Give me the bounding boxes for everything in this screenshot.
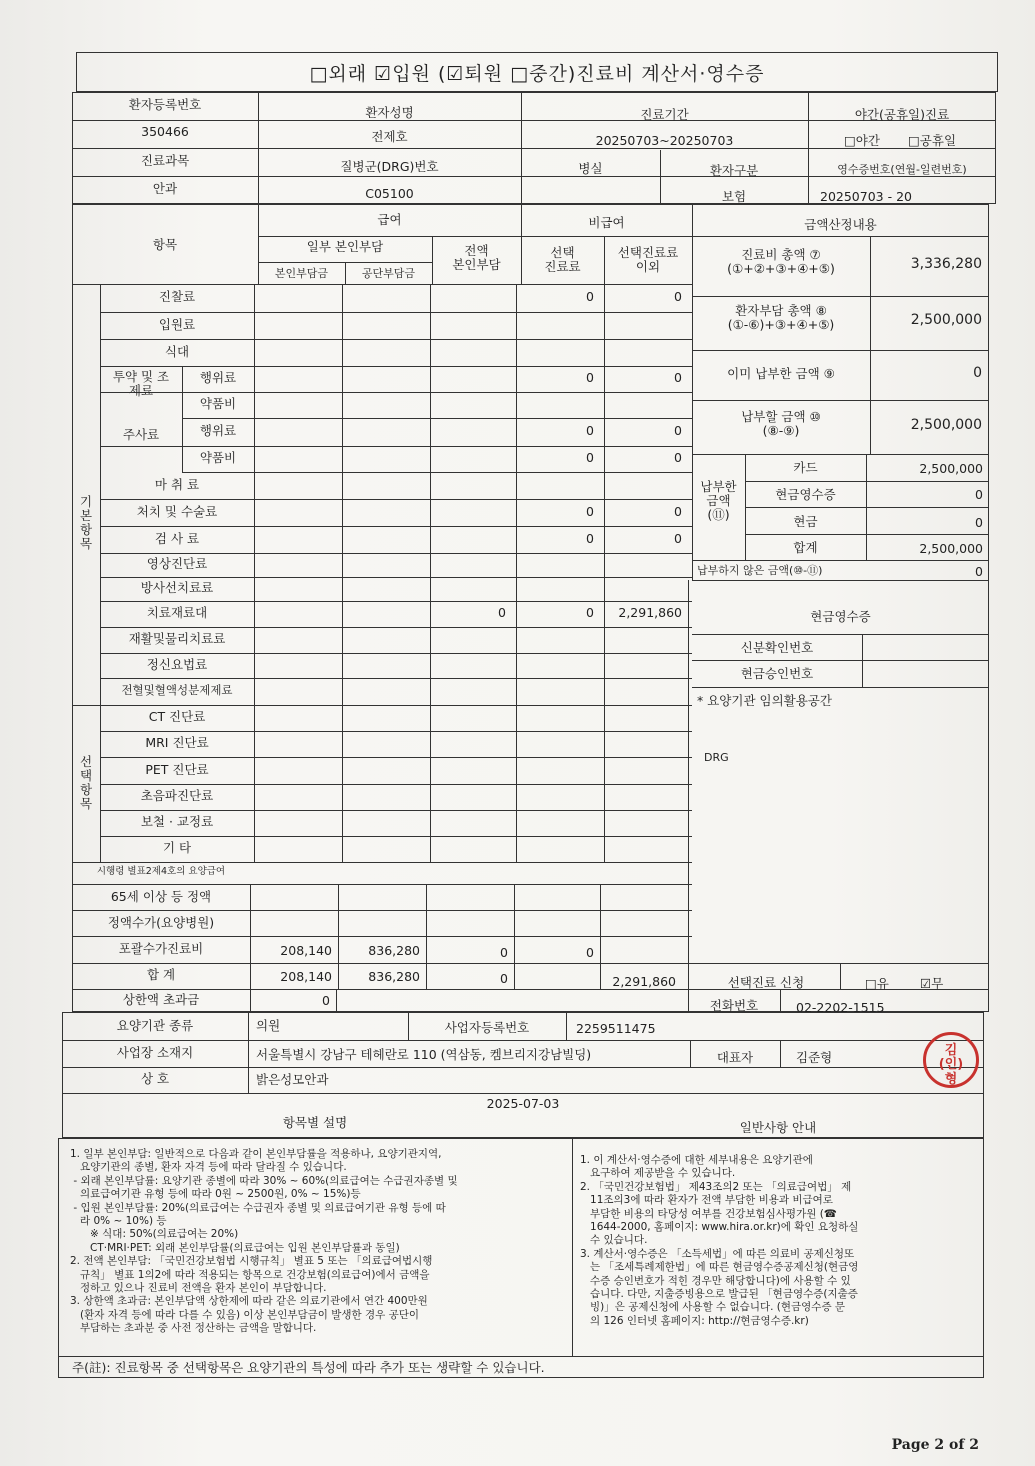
total-label: 합 계 bbox=[146, 967, 176, 982]
calc-patient-label: 환자부담 총액 ⑧ (①-⑥)+③+④+⑤) bbox=[727, 303, 835, 333]
card-value: 2,500,000 bbox=[919, 461, 983, 476]
rep-label: 대표자 bbox=[716, 1050, 754, 1065]
col-otherfee: 선택진료료 이외 bbox=[617, 245, 679, 275]
ptype: 보험 bbox=[721, 189, 747, 204]
col-partial: 일부 본인부담 bbox=[306, 239, 384, 254]
row-label: 보철 · 교정료 bbox=[140, 814, 214, 829]
row-label: 초음파진단료 bbox=[140, 788, 214, 803]
bundle-sel: 0 bbox=[586, 945, 594, 960]
select-no-checkbox[interactable]: ☑무 bbox=[920, 976, 944, 991]
rep: 김준형 bbox=[796, 1050, 833, 1065]
cash-label: 현금 bbox=[793, 514, 818, 529]
card-label: 카드 bbox=[793, 460, 818, 475]
group-select: 선 택 항 목 bbox=[79, 754, 93, 811]
cap-label: 상한액 초과금 bbox=[122, 992, 200, 1007]
bundle-self: 208,140 bbox=[280, 943, 332, 958]
page-number: Page 2 of 2 bbox=[891, 1437, 979, 1453]
patient-no-label: 환자등록번호 bbox=[128, 97, 202, 112]
select-label: 선택진료 신청 bbox=[727, 975, 805, 990]
page-title: □외래 ☑입원 (☑퇴원 □중간)진료비 계산서·영수증 bbox=[309, 63, 765, 85]
period: 20250703~20250703 bbox=[595, 133, 734, 148]
receipt-no-label: 영수증번호(연월-일련번호) bbox=[837, 163, 967, 176]
special-note-row: 시행령 별표2제4호의 요양급여 bbox=[96, 866, 226, 877]
row-label: 식대 bbox=[164, 344, 190, 359]
row-label: 전혈및혈액성분제제료 bbox=[121, 683, 233, 697]
col-noncovered: 비급여 bbox=[588, 215, 625, 230]
seal-stamp: 김 (인) 형 bbox=[923, 1032, 979, 1088]
addr-label: 사업장 소재지 bbox=[116, 1045, 194, 1060]
free-space-label: * 요양기관 임의활용공간 bbox=[697, 693, 832, 708]
row-cell: 0 bbox=[586, 289, 594, 304]
general-title: 일반사항 안내 bbox=[739, 1120, 817, 1135]
cash-value: 0 bbox=[975, 515, 983, 530]
row-label: 약품비 bbox=[199, 450, 237, 465]
general-text: 1. 이 계산서·영수증에 대한 세부내용은 요양기관에 요구하여 제공받을 수 있습니다. 2. 「국민건강보험법」 제43조의2 또는 「의료급여법」 제 11조의3에 따라 환자가 전액 부담한 비용과 비급여로 부담한 비용의 타당성 여부를 건강보험심사평가원 (☎ 1644-2000, 홈페이지: www.hira.or.kr)에 확인 요청하실 수 있습니다. 3. 계산서·영수증은 「소득세법」에 따른 의료비 공제신청또 는 「조세특례제한법」에 따른 현금영수증공제신청(현금영 수증 승인번호가 적힌 경우만 해당합니다)에 사용할 수 있 습니다. 다만, 지출증빙용으로 발급된 「현금영수증(지출증 빙)」은 공제신청에 사용할 수 없습니다. (현금영수증 문 의 126 인터넷 홈페이지: http://현금영수증.kr) bbox=[580, 1154, 859, 1327]
col-covered: 급여 bbox=[377, 212, 402, 227]
cap-value: 0 bbox=[322, 993, 330, 1008]
total-corp: 836,280 bbox=[368, 969, 420, 984]
holiday-checkbox[interactable]: □공휴일 bbox=[908, 133, 957, 148]
row-cell: 0 bbox=[674, 450, 682, 465]
calc-patient: 2,500,000 bbox=[910, 312, 982, 328]
night-label: 야간(공휴일)진료 bbox=[854, 107, 950, 122]
calc-paid: 0 bbox=[973, 365, 982, 381]
row-cell: 0 bbox=[498, 605, 506, 620]
row-label: CT 진단료 bbox=[148, 709, 206, 724]
free-space-text: DRG bbox=[704, 751, 729, 764]
fixed-label: 정액수가(요양병원) bbox=[107, 915, 215, 930]
row-label: 치료재료대 bbox=[146, 605, 208, 620]
row-cell: 0 bbox=[586, 504, 594, 519]
patient-name-label: 환자성명 bbox=[365, 105, 414, 120]
col-selectfee: 선택 진료료 bbox=[544, 245, 581, 275]
row-label: 검 사 료 bbox=[154, 531, 200, 546]
biz-no: 2259511475 bbox=[576, 1021, 656, 1036]
name-label: 상 호 bbox=[140, 1071, 170, 1086]
row-label: 재활및물리치료료 bbox=[128, 631, 226, 646]
unpaid-value: 0 bbox=[975, 564, 983, 579]
period-label: 진료기간 bbox=[640, 107, 689, 122]
row-cell: 2,291,860 bbox=[618, 605, 682, 620]
col-corp: 공단부담금 bbox=[361, 267, 416, 280]
sublabel-drug: 투약 및 조 제료 bbox=[112, 369, 170, 398]
calc-total: 3,336,280 bbox=[910, 256, 982, 272]
row-label: 처치 및 수술료 bbox=[136, 504, 218, 519]
col-item: 항목 bbox=[152, 237, 178, 252]
biz-label: 사업자등록번호 bbox=[444, 1020, 530, 1035]
row-label: 행위료 bbox=[199, 423, 237, 438]
row-label: 영상진단료 bbox=[146, 556, 208, 571]
row-cell: 0 bbox=[674, 370, 682, 385]
row-label: 기 타 bbox=[162, 840, 192, 855]
row-cell: 0 bbox=[674, 423, 682, 438]
row-label: 진찰료 bbox=[158, 289, 196, 304]
calc-paid-label: 이미 납부한 금액 ⑨ bbox=[727, 366, 835, 381]
select-yes-checkbox[interactable]: □유 bbox=[865, 976, 889, 991]
receipt-no: 20250703 - 20 bbox=[820, 189, 912, 204]
facility-name: 밝은성모안과 bbox=[256, 1072, 329, 1087]
cashrcpt-label: 현금영수증 bbox=[775, 487, 836, 502]
addr: 서울특별시 강남구 테헤란로 110 (역삼동, 켐브리지강남빌딩) bbox=[256, 1047, 592, 1062]
row-cell: 0 bbox=[586, 450, 594, 465]
senior-label: 65세 이상 등 정액 bbox=[110, 889, 212, 904]
cash-receipt-title: 현금영수증 bbox=[810, 609, 871, 624]
room-label: 병실 bbox=[578, 161, 603, 176]
row-cell: 0 bbox=[586, 605, 594, 620]
unpaid-label: 납부하지 않은 금액(⑩-⑪) bbox=[697, 564, 823, 577]
total-self: 208,140 bbox=[280, 969, 332, 984]
dept: 안과 bbox=[152, 181, 178, 196]
night-checkbox[interactable]: □야간 bbox=[844, 133, 880, 148]
bundle-label: 포괄수가진료비 bbox=[118, 941, 204, 956]
row-label: 정신요법료 bbox=[146, 657, 208, 672]
row-label: 방사선치료료 bbox=[140, 580, 214, 595]
calc-total-label: 진료비 총액 ⑦ (①+②+③+④+⑤) bbox=[727, 247, 835, 277]
total-full: 0 bbox=[500, 971, 508, 986]
row-label: 마 취 료 bbox=[154, 477, 200, 492]
row-cell: 0 bbox=[674, 289, 682, 304]
phone: 02-2202-1515 bbox=[796, 1000, 885, 1015]
id-confirm-label: 신분확인번호 bbox=[740, 640, 814, 655]
sum-value: 2,500,000 bbox=[919, 541, 983, 556]
col-calc: 금액산정내용 bbox=[804, 217, 877, 232]
row-cell: 0 bbox=[674, 504, 682, 519]
issue-date: 2025-07-03 bbox=[486, 1096, 560, 1111]
facility-type-label: 요양기관 종류 bbox=[116, 1018, 194, 1033]
drg: C05100 bbox=[365, 186, 414, 201]
calc-due-label: 납부할 금액 ⑩ (⑧-⑨) bbox=[741, 409, 821, 439]
row-cell: 0 bbox=[586, 370, 594, 385]
approval-label: 현금승인번호 bbox=[740, 666, 814, 681]
row-cell: 0 bbox=[586, 531, 594, 546]
cashrcpt-value: 0 bbox=[975, 487, 983, 502]
explain-text: 1. 일부 본인부담: 일반적으로 다음과 같이 본인부담률을 적용하나, 요양기관지역, 요양기관의 종별, 환자 자격 등에 따라 달라질 수 있습니다. - 외래 본인부담률: 요양기관 종별에 따라 30% ~ 60%(의료급여는 수급권자종별 및 의료급여기관 유형 등에 따라 0원 ~ 2500원, 0% ~ 15%)등 - 입원 본인부담률: 20%(의료급여는 수급권자 종별 및 의료급여기관 유형 등에 따 라 0% ~ 10%) 등 ※ 식대: 50%(의료급여는 20%) CT·MRI·PET: 외래 본인부담률(의료급여는 입원 본인부담률과 동일) 2. 전액 본인부담: 「국민건강보험법 시행규칙」 별표 5 또는 「의료급여법시행 규칙」 별표 1의2에 따라 적용되는 항목으로 건강보험(의료급여)에서 금액을 정하고 있으나 진료비 전액을 환자 본인이 부담합니다. 3. 상한액 초과금: 본인부담액 상한제에 따라 같은 의료기관에서 연간 400만원 (환자 자격 등에 따라 다를 수 있음) 이상 본인부담금이 발생한 경우 공단이 부담하는 초과분 중 사전 정산하는 금액을 말합니다. bbox=[70, 1148, 458, 1335]
row-cell: 0 bbox=[586, 423, 594, 438]
facility-type: 의원 bbox=[256, 1018, 281, 1033]
total-other: 2,291,860 bbox=[612, 974, 676, 989]
patient-no: 350466 bbox=[141, 124, 189, 139]
ptype-label: 환자구분 bbox=[709, 163, 759, 178]
calc-paid-group: 납부한 금액 (⑪) bbox=[700, 479, 737, 522]
footnote: 주(註): 진료항목 중 선택항목은 요양기관의 특성에 따라 추가 또는 생략할 수 있습니다. bbox=[72, 1360, 545, 1375]
phone-label: 전화번호 bbox=[709, 998, 759, 1013]
patient-name: 전제호 bbox=[371, 129, 408, 144]
row-label: 약품비 bbox=[199, 396, 237, 411]
row-label: 행위료 bbox=[199, 370, 237, 385]
row-label: MRI 진단료 bbox=[145, 735, 209, 750]
col-self: 본인부담금 bbox=[274, 267, 329, 280]
dept-label: 진료과목 bbox=[140, 153, 190, 168]
drg-label: 질병군(DRG)번호 bbox=[340, 159, 439, 174]
explain-title: 항목별 설명 bbox=[282, 1115, 348, 1130]
col-full: 전액 본인부담 bbox=[452, 243, 501, 273]
row-label: PET 진단료 bbox=[145, 762, 209, 777]
row-cell: 0 bbox=[674, 531, 682, 546]
sublabel-inject: 주사료 bbox=[122, 427, 160, 442]
group-basic: 기 본 항 목 bbox=[79, 494, 93, 551]
sum-label: 합계 bbox=[793, 540, 818, 555]
bundle-full: 0 bbox=[500, 945, 508, 960]
calc-due: 2,500,000 bbox=[910, 417, 982, 433]
bundle-corp: 836,280 bbox=[368, 943, 420, 958]
row-label: 입원료 bbox=[158, 317, 196, 332]
